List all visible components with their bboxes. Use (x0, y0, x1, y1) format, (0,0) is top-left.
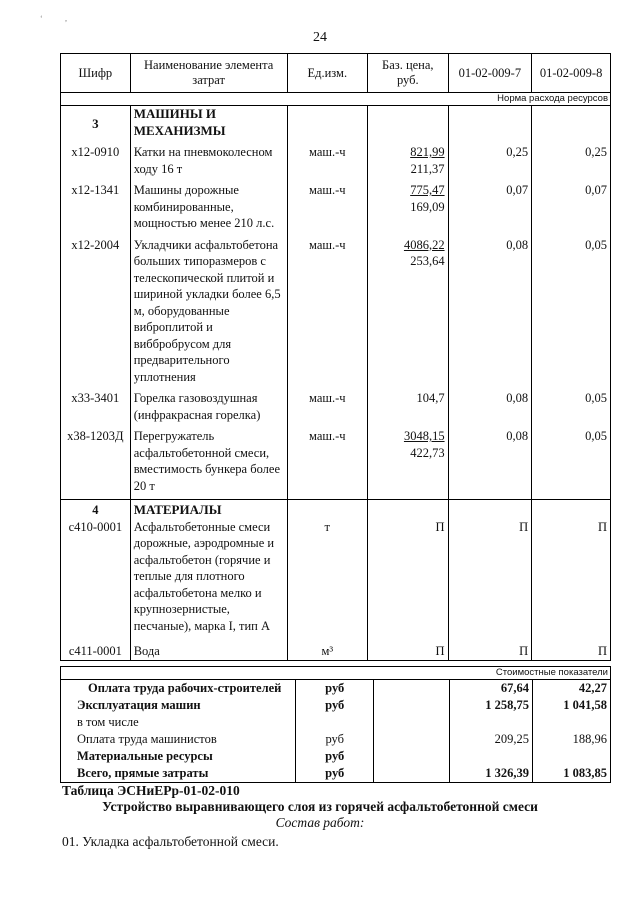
resource-unit: маш.-ч (287, 177, 367, 232)
page-number: 24 (313, 30, 327, 45)
table-row (61, 232, 611, 386)
header-name: Наименование элемента затрат (130, 54, 287, 93)
cost-row (61, 748, 611, 765)
cost-unit: руб (296, 765, 374, 783)
wage-price: 253,64 (410, 254, 445, 268)
norm-value-1: П (448, 634, 532, 660)
norm-value-1: П (519, 519, 529, 534)
wage-price: 169,09 (410, 199, 445, 214)
cost-value-2: 188,96 (532, 731, 610, 748)
norm-value-2: 0,05 (532, 423, 611, 500)
resource-name: Вода (130, 634, 287, 660)
resource-unit: маш.-ч (287, 139, 367, 177)
header-col1: 01-02-009-7 (448, 54, 532, 93)
norm-value-2: 0,25 (532, 139, 611, 177)
table-row (61, 385, 611, 423)
table-header-row (61, 54, 611, 93)
cost-label-row (61, 667, 611, 680)
cost-value-1: 1 258,75 (450, 697, 533, 714)
cost-value-2: 1 083,85 (532, 765, 610, 783)
cost-value-1: 209,25 (450, 731, 533, 748)
section-number: 3 (92, 116, 99, 131)
resource-code: х12-2004 (61, 232, 131, 386)
norm-value-2: 0,05 (532, 232, 611, 386)
wage-price: 422,73 (410, 445, 445, 460)
cost-unit: руб (296, 731, 374, 748)
resource-price: П (435, 519, 445, 534)
resource-code: х12-1341 (61, 177, 131, 232)
resource-norms-table (60, 53, 611, 661)
norm-value-1: 0,08 (448, 232, 532, 386)
resource-unit: маш.-ч (287, 423, 367, 500)
resource-price (368, 423, 449, 500)
norm-value-1: 0,07 (448, 177, 532, 232)
resource-price (368, 232, 449, 386)
base-price: 3048,15 (403, 429, 445, 443)
resource-name: Горелка газовоздушная (инфракрасная горелка) (130, 385, 287, 423)
table-row (61, 177, 611, 232)
cost-unit: руб (296, 680, 374, 698)
next-table-subtitle: Устройство выравнивающего слоя из горячей асфальтобетонной смеси (102, 799, 538, 814)
section-materials-row (61, 500, 611, 635)
norm-value-2: П (532, 634, 611, 660)
norm-value-2: П (597, 519, 607, 534)
section-title: МАШИНЫ И МЕХАНИЗМЫ (133, 106, 226, 138)
next-table-title: Таблица ЭСНиЕРр-01-02-010 (62, 783, 240, 798)
base-price: 4086,22 (403, 237, 445, 252)
table-row (61, 139, 611, 177)
resource-price (368, 177, 449, 232)
cost-unit: руб (296, 748, 374, 765)
resource-code: с411-0001 (61, 634, 131, 660)
norm-value-1: 0,25 (448, 139, 532, 177)
resource-code: х33-3401 (61, 385, 131, 423)
table-row (61, 634, 611, 660)
cost-name: Оплата труда машинистов (61, 731, 296, 748)
resource-name: Укладчики асфальтобетона больших типоразмеров с телескопической плитой и шириной укладки более 6,5 м, оборудованные виброплитой и виббробрусом для предварительного уплотнения (130, 232, 287, 386)
cost-row (61, 697, 611, 714)
norm-value-2: 0,05 (532, 385, 611, 423)
cost-name: Материальные ресурсы (61, 748, 296, 765)
header-unit: Ед.изм. (287, 54, 367, 93)
cost-row (61, 765, 611, 783)
base-price: 775,47 (410, 183, 445, 197)
cost-value-1: 1 326,39 (450, 765, 533, 783)
norm-value-2: 0,07 (532, 177, 611, 232)
section-machines-row (61, 106, 611, 140)
cost-name: Эксплуатация машин (61, 697, 296, 714)
section-title: МАТЕРИАЛЫ (133, 502, 222, 517)
resource-code: х38-1203Д (61, 423, 131, 500)
norm-value-1: 0,08 (448, 385, 532, 423)
table-row (61, 423, 611, 500)
resource-unit: м³ (287, 634, 367, 660)
scan-specks: ‘ ‚ (40, 14, 68, 23)
resource-code: с410-0001 (68, 519, 123, 534)
resource-unit: т (324, 519, 331, 534)
cost-name: Оплата труда рабочих-строителей (61, 680, 296, 698)
wage-price: 211,37 (410, 161, 445, 176)
cost-unit: руб (296, 697, 374, 714)
header-code: Шифр (61, 54, 131, 93)
resource-unit: маш.-ч (287, 385, 367, 423)
cost-row (61, 731, 611, 748)
cost-value-1: 67,64 (450, 680, 533, 698)
cost-name: в том числе (61, 714, 296, 731)
norm-label: Норма расхода ресурсов (61, 93, 611, 106)
cost-row (61, 680, 611, 698)
resource-unit: маш.-ч (287, 232, 367, 386)
resource-price: П (368, 634, 449, 660)
resource-name: Перегружатель асфальтобетонной смеси, вместимость бункера более 20 т (130, 423, 287, 500)
cost-value-2: 1 041,58 (532, 697, 610, 714)
resource-name: Катки на пневмоколесном ходу 16 т (130, 139, 287, 177)
cost-label: Стоимостные показатели (61, 667, 611, 680)
header-col2: 01-02-009-8 (532, 54, 611, 93)
resource-name: Асфальтобетонные смеси дорожные, аэродромные и асфальтобетон (горячие и теплые для плотного асфальтобетона мелко и крупнозернистые, песчаные), марка I, тип А (133, 519, 275, 633)
resource-name: Машины дорожные комбинированные, мощностью менее 210 л.с. (130, 177, 287, 232)
cost-row (61, 714, 611, 731)
resource-code: х12-0910 (61, 139, 131, 177)
cost-value-2: 42,27 (532, 680, 610, 698)
norm-label-row (61, 93, 611, 106)
cost-indicators-table (60, 666, 611, 783)
composition-label: Состав работ: (275, 815, 365, 830)
base-price: 821,99 (410, 145, 445, 159)
cost-name: Всего, прямые затраты (61, 765, 296, 783)
resource-price (368, 139, 449, 177)
work-item: 01. Укладка асфальтобетонной смеси. (62, 834, 279, 849)
norm-value-1: 0,08 (448, 423, 532, 500)
header-price: Баз. цена, руб. (368, 54, 449, 93)
resource-price: 104,7 (368, 385, 449, 423)
section-number: 4 (92, 503, 99, 517)
